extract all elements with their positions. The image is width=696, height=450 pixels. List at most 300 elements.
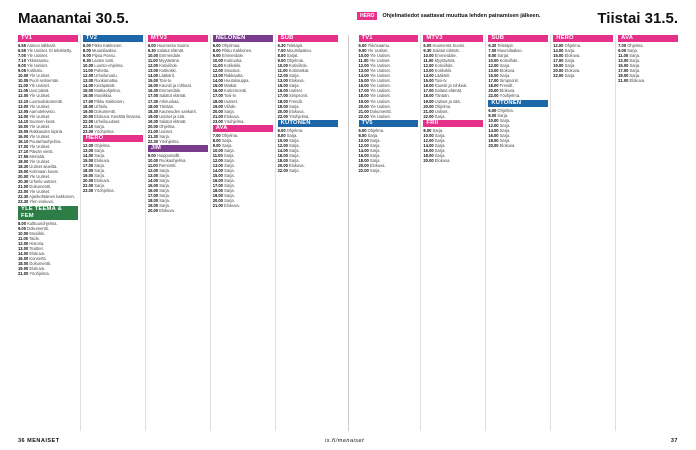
program-time: 21.00 <box>358 108 369 114</box>
program-title: Sarja. <box>289 168 300 174</box>
program-time: 12.00 <box>277 142 288 148</box>
program-title: Yle Uutiset. <box>369 113 391 119</box>
program-title: Huippumallit. <box>156 152 181 158</box>
program-time: 11.00 <box>212 63 223 69</box>
program-title: Elokuva. <box>499 142 516 148</box>
program-title: Sarja. <box>432 127 444 133</box>
channel-header: MTV3 <box>148 35 208 42</box>
program-time: 16.00 <box>147 188 159 194</box>
program-title: Kotiruoka. <box>224 58 243 64</box>
program-time: 19.30 <box>147 118 159 124</box>
program-title: Luontodokumentti. <box>29 98 64 104</box>
program-time: 6.00 <box>423 43 432 48</box>
program-time: 7.00 <box>277 48 286 54</box>
program-title: Sarja. <box>159 173 170 179</box>
program-time: 10.00 <box>82 63 94 69</box>
program-time: 13.00 <box>82 147 94 153</box>
program-title: Simpsonit. <box>289 93 309 99</box>
program-time: 19.00 <box>147 203 159 209</box>
program-title: Yle Uutiset. <box>27 53 48 59</box>
program-time: 20.00 <box>553 68 564 74</box>
program-time: 8.00 <box>212 48 221 54</box>
program-title: Uutiset ja sää. <box>434 98 461 104</box>
program-time: 12.00 <box>212 157 223 163</box>
program-time: 7.00 <box>18 53 26 59</box>
program-time: 10.00 <box>277 137 288 143</box>
program-time: 9.00 <box>277 58 286 64</box>
program-time: 17.55 <box>18 154 29 160</box>
program-title: Elokuva. <box>289 78 305 84</box>
program-title: Yle Uutiset. <box>29 123 51 129</box>
program-title: Ajankohtainen kakkonen. <box>29 194 75 200</box>
program-title: Remontti. <box>158 163 177 169</box>
program-time: 17.00 <box>423 88 434 94</box>
program-time: 9.00 <box>358 48 367 54</box>
program-title: Sarja. <box>286 132 298 138</box>
program-time: 15.00 <box>553 53 564 59</box>
program-title: Simpsonit. <box>499 78 519 84</box>
program-time: 11.00 <box>18 83 29 89</box>
right-day-title: Tiistai 31.5. <box>597 10 678 27</box>
program-title: Puutarhaohjelma. <box>29 138 62 144</box>
channel-header: HERO <box>83 135 143 142</box>
program-title: Sarja. <box>499 63 511 69</box>
program-title: Elokuva. <box>564 68 581 74</box>
program-time: 17.00 <box>18 143 29 149</box>
program-title: Sarja. <box>159 188 170 194</box>
program-title: Lääkärit. <box>434 73 451 79</box>
program-title: Elokuva. <box>564 53 581 59</box>
channel-header: MTV3 <box>423 35 483 42</box>
program-title: Dokumentti. <box>29 184 52 190</box>
program-time: 6.00 <box>488 107 497 113</box>
program-time: 10.00 <box>147 157 159 163</box>
channel-header: NELONEN <box>213 35 273 42</box>
program-title: Yle Uutiset. <box>29 133 51 139</box>
program-time: 18.30 <box>18 164 29 170</box>
program-title: Kotimatkat. <box>288 68 310 74</box>
program-title: Yöohjelma. <box>288 113 310 119</box>
program-time: 13.00 <box>18 103 29 109</box>
program-title: Yle Uutiset. <box>369 103 391 109</box>
program-title: Sarja. <box>434 152 446 158</box>
program-time: 13.00 <box>147 173 159 179</box>
program-time: 12.00 <box>18 240 29 246</box>
program-title: Sarja. <box>564 58 576 64</box>
program-time: 21.00 <box>212 113 223 119</box>
program-time: 16.00 <box>212 88 223 94</box>
left-day-title: Maanantai 30.5. <box>18 10 129 27</box>
program-title: Yle Uutiset. <box>29 159 51 165</box>
program-time: 14.00 <box>212 78 223 84</box>
channel-header: KUTONEN <box>278 120 338 127</box>
program-title: Puoli seitsemän. <box>29 78 60 84</box>
program-time: 15.00 <box>618 63 629 69</box>
program-time: 15.00 <box>212 83 223 89</box>
channel-header: AVA <box>213 125 273 132</box>
program-time: 19.00 <box>358 98 369 104</box>
program-title: Sarja. <box>629 63 641 69</box>
program-title: Kauniit ja rohkeat. <box>159 83 192 89</box>
right-page <box>348 35 681 431</box>
program-row <box>83 130 143 135</box>
program-title: Kotiviihde. <box>434 63 454 69</box>
program-title: Sarja. <box>629 68 641 74</box>
program-title: Ohjelmia. <box>286 58 305 64</box>
channel-header: FRII <box>423 120 483 127</box>
program-time: 15.00 <box>18 123 29 129</box>
listing-column <box>275 35 340 431</box>
program-time: 10.00 <box>18 230 29 236</box>
program-time: 9.00 <box>147 152 156 158</box>
program-row <box>488 144 548 149</box>
top-tag: HERO <box>357 12 377 20</box>
program-time: 8.00 <box>358 132 367 138</box>
program-time: 8.00 <box>423 127 432 133</box>
program-time: 23.00 <box>212 118 223 124</box>
program-title: Pikku Kakkonen. <box>94 98 125 104</box>
program-time: 14.00 <box>82 83 94 89</box>
program-time: 21.30 <box>147 133 159 139</box>
program-title: Sarja. <box>224 183 235 189</box>
program-time: 22.00 <box>18 189 29 195</box>
program-time: 19.00 <box>18 265 29 271</box>
program-title: Musiikki. <box>29 230 46 236</box>
program-title: Sarja. <box>223 152 235 158</box>
program-time: 14.00 <box>18 250 29 256</box>
program-time: 20.00 <box>277 108 288 114</box>
program-time: 18.00 <box>488 137 499 143</box>
program-time: 21.00 <box>18 270 29 276</box>
program-time: 10.00 <box>358 137 369 143</box>
program-time: 6.00 <box>82 43 91 48</box>
program-title: Kotikokki. <box>434 68 453 74</box>
program-title: Yle Uutiset. <box>29 83 51 89</box>
program-time: 16.00 <box>82 93 94 99</box>
program-row <box>18 200 78 205</box>
program-time: 14.00 <box>553 48 564 54</box>
program-title: Sarja. <box>224 157 235 163</box>
program-time: 12.00 <box>358 63 369 69</box>
listing-column <box>357 35 421 431</box>
program-time: 12.00 <box>423 137 434 143</box>
program-title: Tänään. <box>434 93 450 99</box>
channel-header: SUB <box>488 35 548 42</box>
channel-header: SUB <box>278 35 338 42</box>
program-time: 20.00 <box>277 163 288 169</box>
program-title: Ohjelmaa. <box>221 43 241 48</box>
program-title: Muumilaakso. <box>286 48 312 54</box>
program-time: 13.05 <box>18 108 29 114</box>
program-title: Sarja. <box>224 193 235 199</box>
program-title: Sarja. <box>94 147 105 153</box>
program-title: Uutiset. <box>224 98 238 104</box>
program-title: Ohjelma. <box>434 103 452 109</box>
listing-column <box>485 35 550 431</box>
program-time: 11.00 <box>423 58 434 64</box>
program-time: 23.30 <box>18 199 29 205</box>
program-time: 17.00 <box>277 93 288 99</box>
program-title: Kotikatu. <box>27 68 44 74</box>
program-time: 12.00 <box>18 93 29 99</box>
program-time: 6.30 <box>488 43 497 48</box>
program-title: Yle Uutiset. <box>369 78 391 84</box>
program-title: Sarja. <box>629 58 641 64</box>
program-time: 10.00 <box>212 147 223 153</box>
program-time: 10.00 <box>488 58 499 64</box>
program-time: 16.00 <box>18 255 29 261</box>
listing-column <box>210 35 275 431</box>
program-title: Salatut elämät. <box>159 118 187 124</box>
program-title: Tänään. <box>159 103 175 109</box>
program-title: Sarja. <box>369 137 381 143</box>
program-time: 16.00 <box>277 88 288 94</box>
program-time: 20.00 <box>488 88 499 94</box>
channel-header: KUTONEN <box>488 100 548 107</box>
program-time: 20.00 <box>212 108 223 114</box>
program-time: 14.00 <box>423 73 434 79</box>
program-row <box>553 74 613 79</box>
program-row <box>423 159 483 164</box>
program-title: Salatut elämät. <box>434 88 463 94</box>
program-title: Elokuva. <box>94 157 110 163</box>
program-time: 15.00 <box>277 83 288 89</box>
program-time: 17.00 <box>147 93 159 99</box>
program-title: Sarja. <box>499 122 511 128</box>
program-time: 17.00 <box>553 58 564 64</box>
program-row <box>83 189 143 194</box>
program-title: Yöohjelma. <box>94 128 115 134</box>
program-time: 22.30 <box>18 194 29 200</box>
program-time: 21.00 <box>212 203 223 209</box>
program-title: Kesäpäivät. <box>94 83 116 89</box>
program-title: Muumilaakso. <box>497 48 523 54</box>
program-title: Sarja. <box>289 137 300 143</box>
program-time: 19.00 <box>553 63 564 69</box>
program-time: 20.00 <box>423 103 434 109</box>
program-title: Uutiset. <box>289 88 303 94</box>
program-title: Dokumentti. <box>27 225 49 231</box>
program-time: 16.00 <box>212 178 223 184</box>
program-time: 22.00 <box>277 113 288 119</box>
program-title: Elokuva. <box>94 178 110 184</box>
program-title: Yle Uutiset. <box>369 83 391 89</box>
program-title: Sarja. <box>94 173 105 179</box>
program-time: 21.00 <box>618 78 629 84</box>
program-title: Kulttuuriohjelma. <box>27 220 58 226</box>
program-time: 15.00 <box>358 78 369 84</box>
program-title: Sarja. <box>94 163 105 169</box>
program-title: Musiikkia. <box>94 93 113 99</box>
program-time: 17.00 <box>147 193 159 199</box>
program-time: 7.00 <box>488 48 497 54</box>
program-title: Kotiviihde. <box>499 58 519 64</box>
program-title: Ohjelma. <box>221 132 239 138</box>
program-time: 13.00 <box>18 245 29 251</box>
program-time: 19.00 <box>212 103 223 109</box>
program-time: 9.00 <box>18 63 26 69</box>
program-title: Sarja. <box>221 137 233 143</box>
program-title: Ohjelma. <box>497 107 514 113</box>
program-title: Arkiruokaa. <box>158 98 180 104</box>
program-time: 18.00 <box>423 93 434 99</box>
program-time: 11.00 <box>18 235 29 241</box>
program-title: Elokuva. <box>224 113 240 119</box>
program-time: 10.00 <box>212 58 223 64</box>
program-title: Sarja. <box>289 83 300 89</box>
program-title: Muumilaakso. <box>92 48 118 54</box>
channel-header: TV1 <box>18 35 78 42</box>
program-title: Sarja. <box>434 132 446 138</box>
program-time: 11.05 <box>18 88 29 94</box>
program-title: Elokuva. <box>289 108 305 114</box>
channel-header: HERO <box>553 35 613 42</box>
program-title: Sarja. <box>499 73 511 79</box>
program-title: Teletapit. <box>497 43 514 48</box>
program-title: Aamutelevisio. <box>29 108 56 114</box>
program-title: Ykkösaamu. <box>367 43 391 48</box>
program-title: Kauneuden sankarit. <box>159 108 197 114</box>
program-time: 14.00 <box>358 147 369 153</box>
program-time: 12.00 <box>212 68 223 74</box>
program-row <box>278 169 338 174</box>
program-title: Tosi-tv. <box>434 78 448 84</box>
program-time: 19.00 <box>277 103 288 109</box>
program-title: Sarja. <box>499 117 511 123</box>
program-title: Emmerdale. <box>159 53 182 59</box>
program-time: 13.00 <box>147 68 159 74</box>
program-time: 6.00 <box>358 43 367 48</box>
program-title: Emmerdale. <box>221 53 244 59</box>
channel-header: JIM <box>148 145 208 152</box>
program-time: 14.00 <box>82 152 94 158</box>
program-title: Sarja. <box>499 127 511 133</box>
program-title: Sarja. <box>289 103 300 109</box>
program-title: Sarja. <box>159 193 170 199</box>
program-title: Elokuva. <box>499 68 516 74</box>
program-time: 19.00 <box>423 98 434 104</box>
program-time: 14.00 <box>358 73 369 79</box>
program-time: 18.00 <box>18 159 29 165</box>
program-title: Sarja. <box>627 48 638 54</box>
program-time: 19.00 <box>147 113 159 119</box>
program-time: 17.10 <box>18 148 29 154</box>
program-row <box>148 140 208 145</box>
program-title: Kotimaan kuvat. <box>29 169 59 175</box>
program-time: 15.00 <box>212 173 223 179</box>
program-title: Pikku Kakkonen. <box>92 43 123 48</box>
program-title: Historia. <box>29 240 45 246</box>
program-title: Elokuva. <box>434 157 451 163</box>
program-title: Merisää. <box>29 154 46 160</box>
program-time: 7.00 <box>618 43 627 48</box>
program-time: 20.00 <box>212 198 223 204</box>
program-title: Uutiset alueilta. <box>29 164 58 170</box>
listing-column <box>615 35 680 431</box>
channel-header: TV5 <box>359 120 419 127</box>
program-time: 10.00 <box>423 53 434 59</box>
program-title: Ohjelma. <box>564 43 581 48</box>
program-time: 12.00 <box>147 63 159 69</box>
channel-header: AVA <box>618 35 678 42</box>
program-row <box>18 272 78 277</box>
program-title: Kotiremontti. <box>224 88 248 94</box>
program-title: Sarja. <box>224 147 235 153</box>
program-title: Uutiset. <box>159 128 174 134</box>
program-title: Elokuva. <box>289 163 305 169</box>
program-time: 13.00 <box>212 73 223 79</box>
program-time: 14.00 <box>18 113 29 119</box>
program-title: Dokumentti. <box>94 108 117 114</box>
program-title: Huomenta Suomi. <box>156 43 190 48</box>
program-title: Yöohjelma. <box>159 138 180 144</box>
program-time: 22.00 <box>358 168 369 174</box>
program-title: Yöohjelma. <box>499 93 521 99</box>
program-title: Sarja. <box>224 173 235 179</box>
program-title: Sarja. <box>159 198 170 204</box>
program-time: 7.00 <box>212 132 221 138</box>
program-time: 9.30 <box>423 48 432 54</box>
program-title: Ruokamatka. <box>94 78 119 84</box>
program-title: Teletapit. <box>286 43 304 48</box>
program-time: 15.00 <box>82 157 94 163</box>
program-time: 17.00 <box>358 88 369 94</box>
program-time: 13.00 <box>82 78 94 84</box>
program-title: Ykkösaamu. <box>27 58 50 64</box>
program-title: Myytävänä. <box>434 58 456 64</box>
program-time: 9.00 <box>618 48 627 54</box>
program-time: 20.00 <box>18 174 29 180</box>
program-title: Rakkautta. <box>224 73 244 79</box>
program-title: Viihde. <box>224 103 237 109</box>
program-time: 12.00 <box>488 63 499 69</box>
program-time: 19.00 <box>618 73 629 79</box>
program-title: Yle Uutiset. <box>29 93 51 99</box>
program-title: Yle Uutiset. <box>369 58 391 64</box>
program-title: Sarjat. <box>286 53 299 59</box>
program-title: Sarja. <box>629 73 641 79</box>
program-title: Yöohjelma. <box>29 270 50 276</box>
program-time: 20.00 <box>358 163 369 169</box>
program-time: 22.00 <box>423 113 434 119</box>
program-time: 17.00 <box>212 183 223 189</box>
program-time: 18.00 <box>277 98 288 104</box>
listing-column <box>16 35 80 431</box>
program-title: Elokuva. <box>159 208 175 214</box>
program-time: 17.30 <box>147 98 159 104</box>
program-title: Sarja. <box>159 178 170 184</box>
program-title: Salatut elämät. <box>432 48 460 54</box>
program-time: 16.00 <box>488 132 499 138</box>
program-time: 7.10 <box>18 58 26 64</box>
program-time: 19.00 <box>212 193 223 199</box>
program-title: Tosi-tv. <box>224 93 237 99</box>
program-time: 22.00 <box>358 113 369 119</box>
program-time: 8.00 <box>488 53 497 59</box>
program-title: Urheiluuutiset. <box>94 118 121 124</box>
program-title: Yle Uutiset. <box>369 63 391 69</box>
program-time: 20.00 <box>82 178 94 184</box>
program-time: 16.30 <box>147 88 159 94</box>
program-time: 5.55 <box>18 43 26 48</box>
program-title: Sarja. <box>289 147 300 153</box>
program-time: 22.00 <box>82 118 94 124</box>
program-time: 20.00 <box>147 208 159 214</box>
program-title: Elokuva. <box>224 203 240 209</box>
program-title: Yöohjelma. <box>224 118 245 124</box>
program-title: Uutiset. <box>434 108 449 114</box>
program-title: Päivän viesti. <box>29 148 54 154</box>
